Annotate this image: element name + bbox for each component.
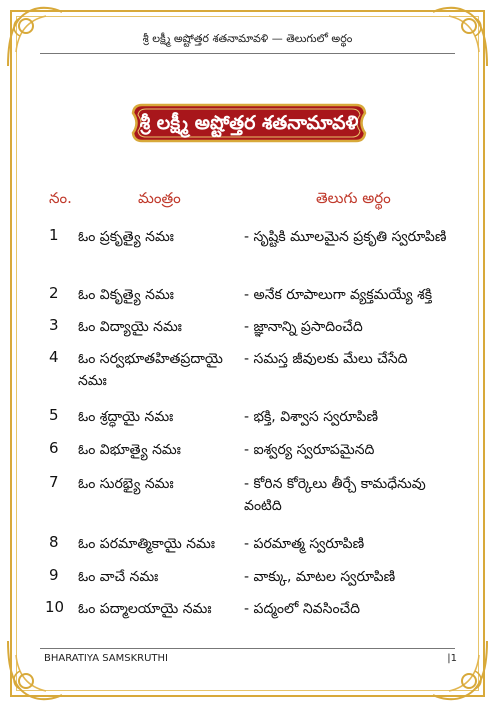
meaning-text: - సమస్త జీవులకు మేలు చేసేది xyxy=(244,351,408,367)
row-number: 8 xyxy=(49,533,59,551)
meaning-text: - పద్మంలో నివసించేది xyxy=(244,601,361,617)
row-number: 6 xyxy=(49,439,59,457)
mantra-text: ఓం ప్రకృత్యై నమః xyxy=(78,229,174,245)
title-banner xyxy=(130,102,368,144)
corner-ornament-icon xyxy=(2,635,72,705)
corner-ornament-icon xyxy=(423,635,493,705)
row-number: 1 xyxy=(49,226,59,244)
page-title: శ్రీ లక్ష్మీ అష్టోత్తర శతనామావళి xyxy=(139,112,359,134)
mantra-text: ఓం పద్మాలయాయై నమః xyxy=(78,601,212,617)
running-header: శ్రీ లక్ష్మీ అష్టోత్తర శతనామావళి — తెలుగులో అర్థం xyxy=(142,32,353,45)
meaning-text: - ఐశ్వర్య స్వరూపమైనది xyxy=(244,442,375,458)
mantra-text: ఓం విద్యాయై నమః xyxy=(78,319,182,335)
column-header-mantra: మంత్రం xyxy=(138,189,181,207)
column-header-meaning: తెలుగు అర్థం xyxy=(316,189,391,207)
mantra-text: ఓం విభూత్యై నమః xyxy=(78,442,181,458)
meaning-text: - అనేక రూపాలుగా వ్యక్తమయ్యే శక్తి xyxy=(244,287,433,303)
mantra-text: ఓం సర్వభూతహితప్రదాయై నమః xyxy=(78,351,223,389)
footer-publisher: BHARATIYA SAMSKRUTHI xyxy=(44,653,168,664)
meaning-text: - పరమాత్మ స్వరూపిణి xyxy=(244,536,365,552)
row-number: 9 xyxy=(49,566,59,584)
mantra-text: ఓం పరమాత్మికాయై నమః xyxy=(78,536,216,552)
column-header-number: నం. xyxy=(49,189,72,207)
row-number: 7 xyxy=(49,473,59,491)
row-number: 5 xyxy=(49,406,59,424)
page-number: |1 xyxy=(447,653,457,664)
footer-divider xyxy=(40,648,455,649)
row-number: 3 xyxy=(49,316,59,334)
meaning-text: - వాక్కు, మాటల స్వరూపిణి xyxy=(244,569,396,585)
mantra-text: ఓం వాచే నమః xyxy=(78,569,159,585)
header-divider xyxy=(40,53,455,54)
meaning-text: - కోరిన కోర్కెలు తీర్చే కామధేనువు వంటిది xyxy=(244,476,426,514)
row-number: 10 xyxy=(45,598,65,616)
meaning-text: - భక్తి, విశ్వాస స్వరూపిణి xyxy=(244,409,379,425)
row-number: 4 xyxy=(49,348,59,366)
mantra-text: ఓం సురభ్యై నమః xyxy=(78,476,174,492)
meaning-text: - సృష్టికి మూలమైన ప్రకృతి స్వరూపిణి xyxy=(244,229,447,245)
mantra-text: ఓం శ్రద్ధాయై నమః xyxy=(78,409,174,425)
row-number: 2 xyxy=(49,284,59,302)
meaning-text: - జ్ఞానాన్ని ప్రసాదించేది xyxy=(244,319,363,335)
mantra-text: ఓం వికృత్యై నమః xyxy=(78,287,174,303)
